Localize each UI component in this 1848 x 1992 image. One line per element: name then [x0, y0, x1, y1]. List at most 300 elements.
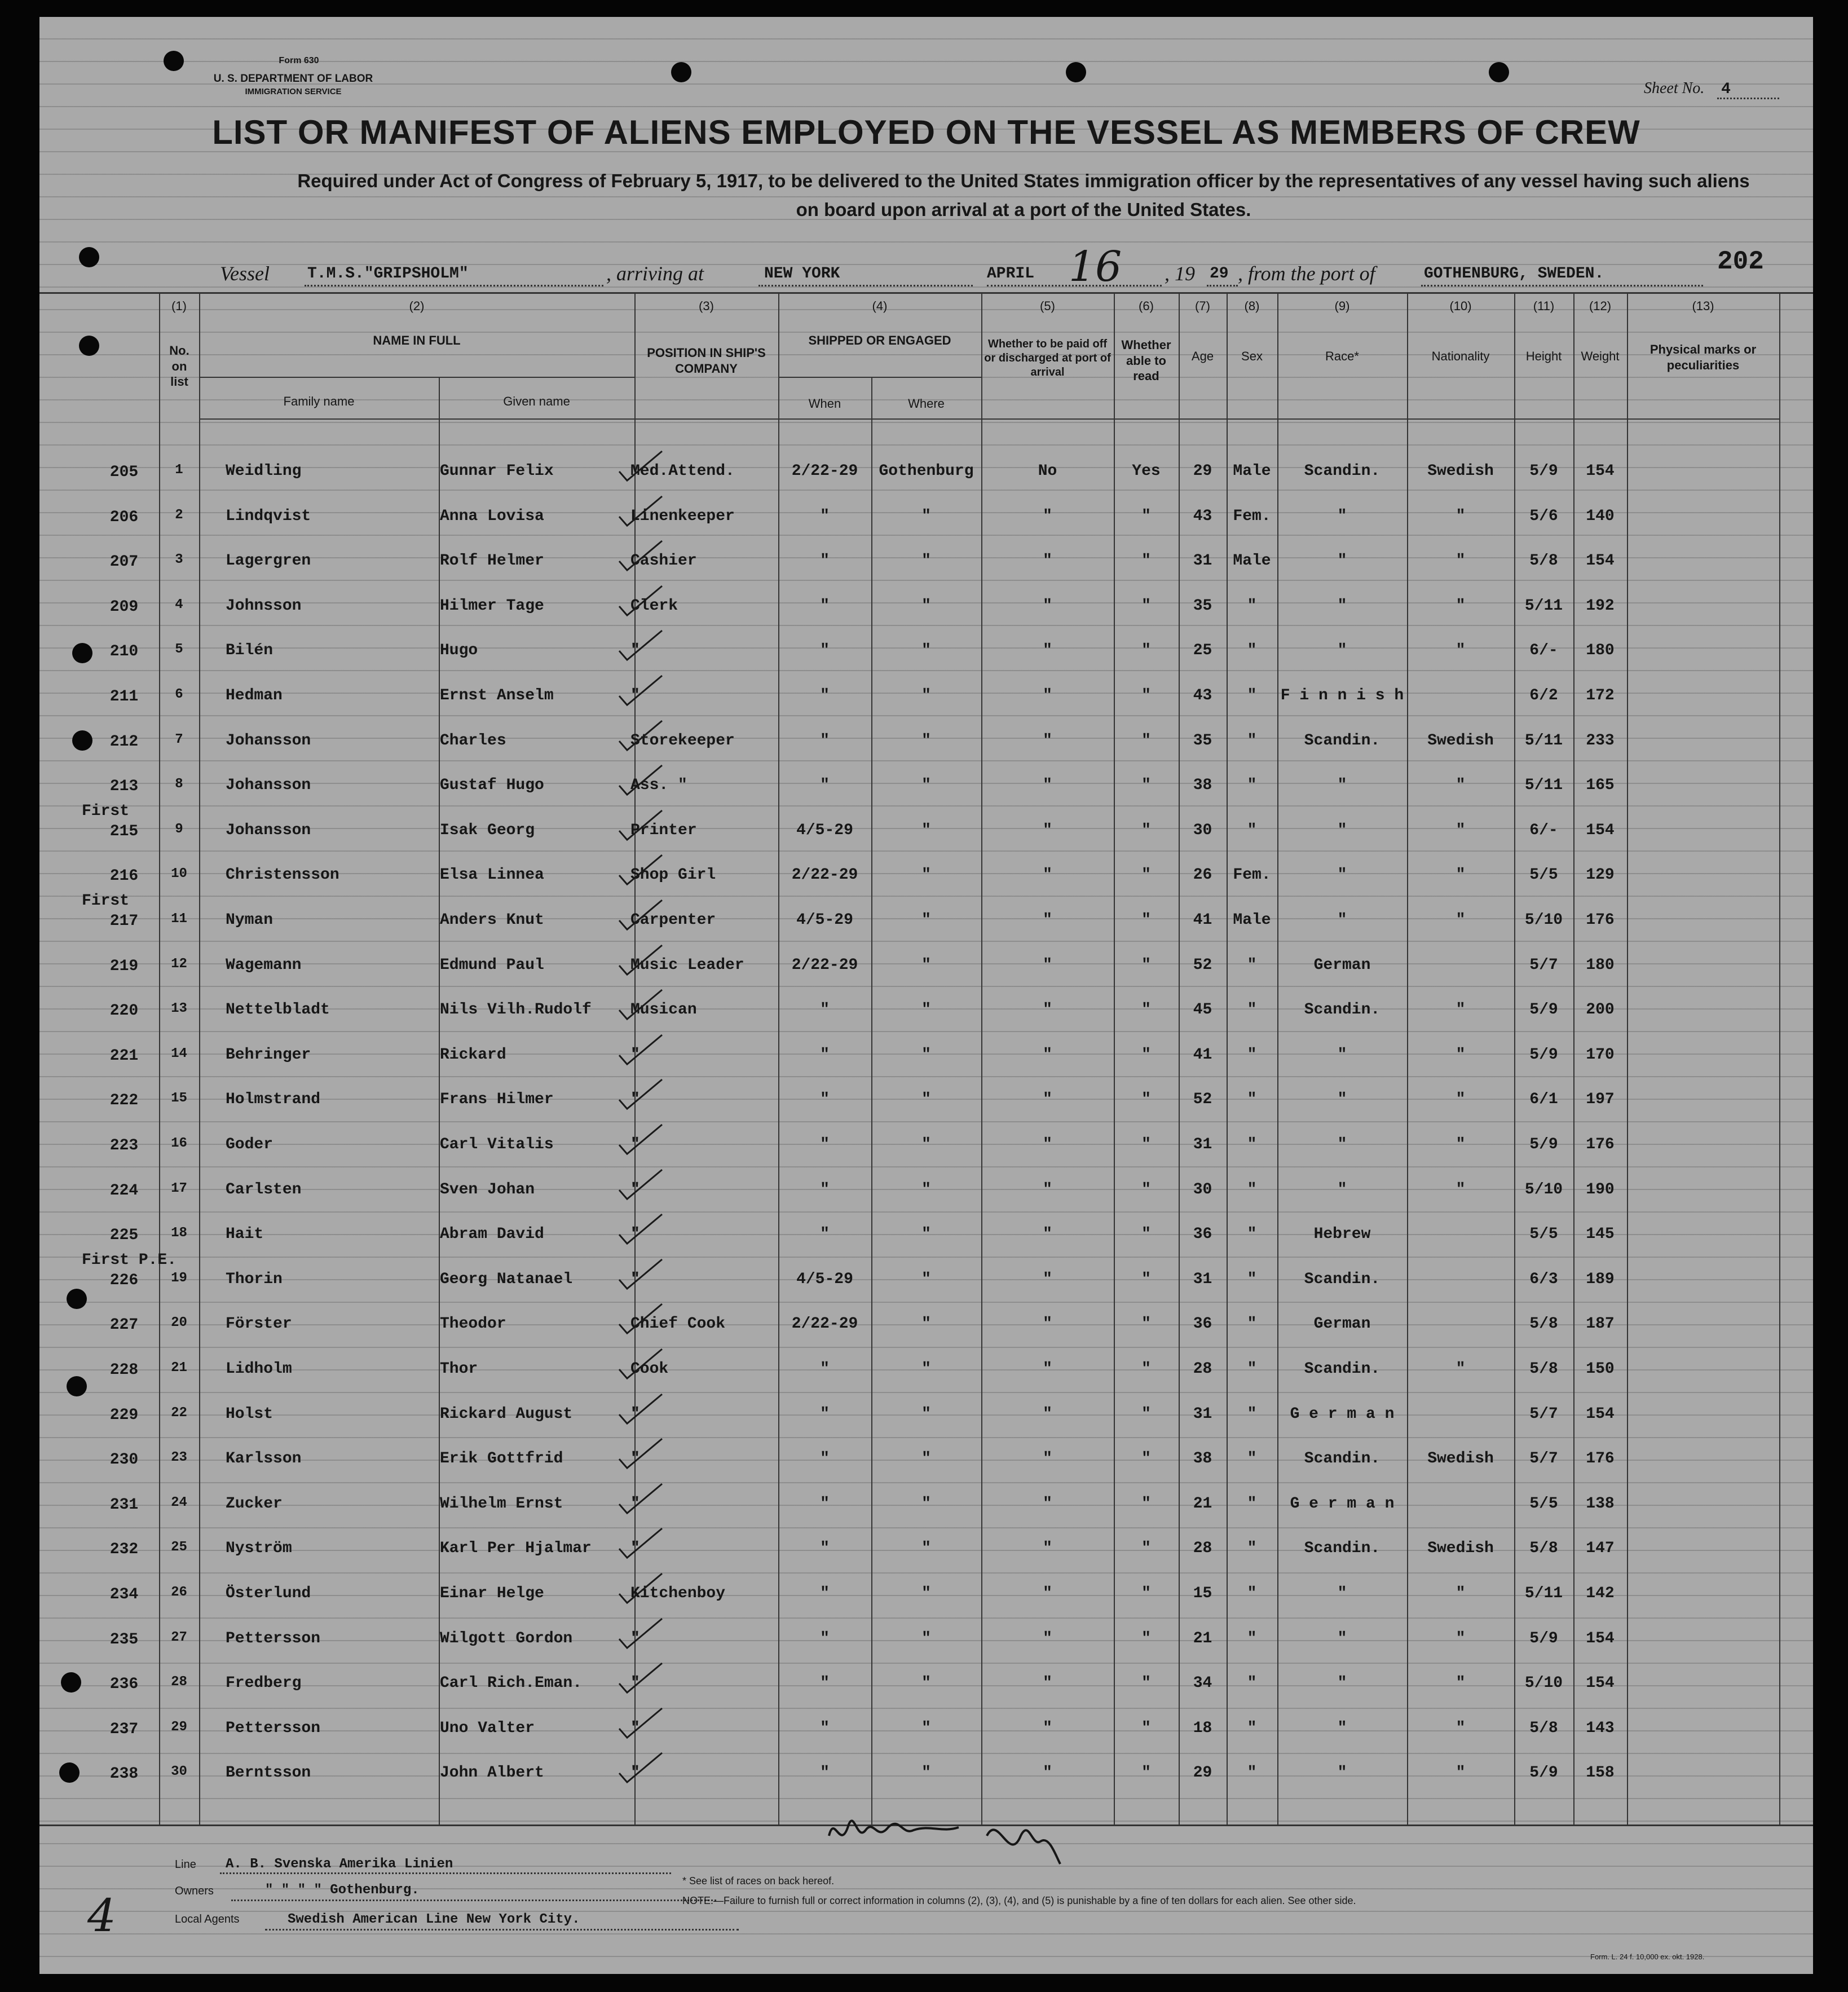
service-name: IMMIGRATION SERVICE: [245, 87, 342, 96]
cell-paid: ": [1043, 1405, 1052, 1423]
cell-age: 29: [1193, 462, 1212, 480]
cell-given: Carl Rich.Eman.: [440, 1674, 583, 1692]
agents-value: Swedish American Line New York City.: [288, 1912, 580, 1927]
cell-weight: 150: [1586, 1360, 1615, 1378]
cell-sex: ": [1247, 1405, 1257, 1423]
row-margin-number: 238: [109, 1765, 139, 1783]
cell-sex: ": [1247, 822, 1257, 839]
cell-nat: Swedish: [1427, 462, 1494, 480]
cell-given: Ernst Anselm: [440, 687, 554, 704]
cell-given: Einar Helge: [440, 1585, 544, 1602]
cell-weight: 172: [1586, 687, 1615, 704]
sheet-label: Sheet No.: [1644, 80, 1705, 97]
cell-when: ": [820, 687, 830, 704]
cell-nat: ": [1456, 822, 1466, 839]
cell-age: 30: [1193, 1181, 1212, 1198]
cell-when: ": [820, 1450, 830, 1467]
cell-race: ": [1337, 777, 1347, 794]
cell-given: Carl Vitalis: [440, 1136, 554, 1153]
arrival-day: 16: [1069, 243, 1122, 291]
cell-sex: ": [1247, 1495, 1257, 1513]
vessel-name: T.M.S."GRIPSHOLM": [307, 265, 469, 283]
cell-age: 29: [1193, 1764, 1212, 1782]
cell-height: 5/10: [1524, 1674, 1563, 1692]
cell-height: 5/10: [1524, 1181, 1563, 1198]
row-margin-number: 216: [109, 867, 139, 885]
cell-family: Christensson: [226, 866, 339, 884]
cell-sex: ": [1247, 732, 1257, 750]
cell-sex: Male: [1233, 911, 1271, 929]
cell-sex: ": [1247, 1136, 1257, 1153]
row-margin-number: 222: [109, 1092, 139, 1109]
cell-read: Yes: [1132, 462, 1161, 480]
cell-height: 5/9: [1529, 1764, 1558, 1782]
cell-where: Gothenburg: [879, 462, 974, 480]
cell-position: ": [630, 642, 640, 659]
checkmark-icon: [615, 671, 665, 711]
cell-given: Edmund Paul: [440, 957, 544, 974]
cell-family: Goder: [226, 1136, 274, 1153]
cell-nat: ": [1456, 777, 1466, 794]
cell-where: ": [921, 866, 931, 884]
cell-race: Scandin.: [1304, 1450, 1381, 1467]
cell-height: 5/6: [1529, 508, 1558, 525]
cell-when: ": [820, 1585, 830, 1602]
cell-family: Lindqvist: [226, 508, 311, 525]
cell-read: ": [1141, 1181, 1151, 1198]
cell-paid: No: [1038, 462, 1057, 480]
col-head-shipped: SHIPPED OR ENGAGED: [808, 333, 951, 347]
checkmark-icon: [615, 1075, 665, 1114]
checkmark-stroke: [619, 945, 662, 975]
cell-nat: Swedish: [1427, 1450, 1494, 1467]
cell-height: 5/11: [1524, 1585, 1563, 1602]
cell-paid: ": [1043, 1091, 1052, 1108]
cell-age: 52: [1193, 1091, 1212, 1108]
checkmark-icon: [615, 1479, 665, 1519]
row-margin-number: 220: [109, 1002, 139, 1020]
cell-age: 43: [1193, 687, 1212, 704]
row-margin-number: 221: [109, 1047, 139, 1065]
cell-read: ": [1141, 1271, 1151, 1288]
cell-weight: 165: [1586, 777, 1615, 794]
cell-where: ": [921, 1360, 931, 1378]
checkmark-icon: [615, 941, 665, 980]
cell-race: ": [1337, 642, 1347, 659]
cell-family: Bilén: [226, 642, 274, 659]
cell-family: Nyman: [226, 911, 274, 929]
cell-where: ": [921, 732, 931, 750]
checkmark-icon: [615, 806, 665, 845]
cell-paid: ": [1043, 732, 1052, 750]
cell-family: Johansson: [226, 777, 311, 794]
cell-sex: ": [1247, 1450, 1257, 1467]
cell-sex: ": [1247, 1360, 1257, 1378]
cell-when: ": [820, 552, 830, 570]
cell-given: Rolf Helmer: [440, 552, 544, 570]
manifest-sheet: [39, 17, 1813, 1974]
cell-weight: 190: [1586, 1181, 1615, 1198]
cell-no: 6: [175, 687, 183, 702]
cell-weight: 154: [1586, 462, 1615, 480]
cell-no: 30: [171, 1764, 187, 1779]
cell-race: ": [1337, 1091, 1347, 1108]
col-head-nationality: Nationality: [1431, 349, 1490, 363]
cell-when: ": [820, 1001, 830, 1019]
cell-weight: 176: [1586, 1136, 1615, 1153]
cell-given: Uno Valter: [440, 1720, 535, 1737]
checkmark-icon: [615, 1165, 665, 1205]
cell-position: Clerk: [630, 597, 678, 615]
row-margin-number: 225: [109, 1227, 139, 1244]
cell-when: ": [820, 1495, 830, 1513]
cell-sex: ": [1247, 1764, 1257, 1782]
cell-read: ": [1141, 1360, 1151, 1378]
punch-hole-icon: [67, 1289, 87, 1309]
owners-value: " " " " Gothenburg.: [265, 1883, 420, 1898]
cell-race: ": [1337, 1181, 1347, 1198]
cell-race: ": [1337, 597, 1347, 615]
cell-given: Nils Vilh.Rudolf: [440, 1001, 592, 1019]
cell-paid: ": [1043, 1046, 1052, 1064]
cell-when: 2/22-29: [791, 866, 858, 884]
cell-where: ": [921, 1136, 931, 1153]
checkmark-stroke: [619, 721, 662, 750]
cell-given: Thor: [440, 1360, 478, 1378]
cell-where: ": [921, 1001, 931, 1019]
cell-position: ": [630, 1271, 640, 1288]
cell-nat: ": [1456, 1046, 1466, 1064]
cell-paid: ": [1043, 508, 1052, 525]
cell-family: Nettelbladt: [226, 1001, 330, 1019]
cell-age: 31: [1193, 1405, 1212, 1423]
cell-given: Hugo: [440, 642, 478, 659]
cell-position: ": [630, 1630, 640, 1647]
cell-when: 2/22-29: [791, 1315, 858, 1333]
from-port: GOTHENBURG, SWEDEN.: [1424, 265, 1604, 283]
cell-height: 5/8: [1529, 552, 1558, 570]
cell-sex: Fem.: [1233, 508, 1271, 525]
cell-position: Cashier: [630, 552, 697, 570]
cell-given: Charles: [440, 732, 506, 750]
cell-read: ": [1141, 1001, 1151, 1019]
cell-race: Scandin.: [1304, 732, 1381, 750]
checkmark-stroke: [619, 1214, 662, 1244]
cell-read: ": [1141, 777, 1151, 794]
cell-sex: ": [1247, 642, 1257, 659]
cell-height: 5/11: [1524, 732, 1563, 750]
checkmark-stroke: [619, 1574, 662, 1603]
row-margin-note: First P.E.: [82, 1251, 177, 1269]
cell-no: 17: [171, 1181, 187, 1196]
cell-when: ": [820, 1630, 830, 1647]
cell-when: 4/5-29: [796, 1271, 853, 1288]
signature-mark: [818, 1802, 1134, 1875]
cell-when: ": [820, 508, 830, 525]
cell-when: 4/5-29: [796, 911, 853, 929]
sheet-value: 4: [1721, 81, 1731, 98]
subheader-rule: [778, 377, 981, 378]
cell-read: ": [1141, 1720, 1151, 1737]
cell-position: ": [630, 1091, 640, 1108]
cell-given: Anders Knut: [440, 911, 544, 929]
cell-weight: 233: [1586, 732, 1615, 750]
cell-no: 28: [171, 1674, 187, 1690]
checkmark-icon: [615, 1524, 665, 1563]
punch-hole-icon: [79, 336, 99, 356]
cell-sex: ": [1247, 1630, 1257, 1647]
cell-position: ": [630, 1764, 640, 1782]
cell-family: Pettersson: [226, 1630, 321, 1647]
punch-hole-icon: [72, 730, 92, 751]
cell-family: Weidling: [226, 462, 302, 480]
col-head-name: NAME IN FULL: [373, 333, 461, 347]
col-num: (12): [1589, 299, 1612, 313]
cell-position: Musican: [630, 1001, 697, 1019]
cell-given: Sven Johan: [440, 1181, 535, 1198]
cell-read: ": [1141, 732, 1151, 750]
arrival-port: NEW YORK: [764, 265, 840, 283]
row-margin-number: 205: [109, 464, 139, 481]
cell-paid: ": [1043, 1181, 1052, 1198]
punch-hole-icon: [1066, 62, 1086, 82]
cell-where: ": [921, 777, 931, 794]
cell-race: Hebrew: [1313, 1226, 1371, 1243]
cell-no: 29: [171, 1720, 187, 1735]
cell-height: 5/9: [1529, 462, 1558, 480]
col-num: (6): [1139, 299, 1154, 313]
checkmark-icon: [615, 1704, 665, 1743]
cell-height: 5/5: [1529, 866, 1558, 884]
cell-weight: 176: [1586, 1450, 1615, 1467]
cell-paid: ": [1043, 642, 1052, 659]
cell-paid: ": [1043, 1540, 1052, 1557]
cell-position: ": [630, 687, 640, 704]
vessel-label: Vessel: [220, 262, 270, 285]
checkmark-icon: [615, 1614, 665, 1654]
cell-nat: ": [1456, 1181, 1466, 1198]
cell-read: ": [1141, 822, 1151, 839]
cell-where: ": [921, 911, 931, 929]
cell-weight: 200: [1586, 1001, 1615, 1019]
checkmark-stroke: [619, 586, 662, 615]
cell-paid: ": [1043, 1271, 1052, 1288]
checkmark-icon: [615, 1030, 665, 1070]
cell-sex: ": [1247, 1540, 1257, 1557]
cell-family: Lagergren: [226, 552, 311, 570]
row-margin-number: 212: [109, 733, 139, 751]
checkmark-icon: [615, 581, 665, 621]
cell-position: Linenkeeper: [630, 508, 735, 525]
cell-position: ": [630, 1450, 640, 1467]
cell-weight: 197: [1586, 1091, 1615, 1108]
cell-family: Karlsson: [226, 1450, 302, 1467]
cell-race: ": [1337, 1764, 1347, 1782]
checkmark-stroke: [619, 1753, 662, 1782]
cell-when: ": [820, 732, 830, 750]
cell-position: Printer: [630, 822, 697, 839]
cell-nat: Swedish: [1427, 1540, 1494, 1557]
punch-hole-icon: [1489, 62, 1509, 82]
department-name: U. S. DEPARTMENT OF LABOR: [213, 73, 373, 85]
cell-read: ": [1141, 866, 1151, 884]
cell-no: 10: [171, 866, 187, 882]
cell-given: Elsa Linnea: [440, 866, 544, 884]
cell-given: John Albert: [440, 1764, 544, 1782]
cell-family: Förster: [226, 1315, 292, 1333]
cell-when: ": [820, 1720, 830, 1737]
col-num: (5): [1040, 299, 1055, 313]
row-margin-number: 226: [109, 1272, 139, 1289]
checkmark-stroke: [619, 1619, 662, 1648]
cell-weight: 189: [1586, 1271, 1615, 1288]
row-margin-number: 232: [109, 1541, 139, 1558]
cell-nat: ": [1456, 1764, 1466, 1782]
checkmark-icon: [615, 1434, 665, 1474]
cell-race: ": [1337, 1046, 1347, 1064]
cell-when: 2/22-29: [791, 957, 858, 974]
cell-read: ": [1141, 1585, 1151, 1602]
cell-height: 6/1: [1529, 1091, 1558, 1108]
cell-paid: ": [1043, 1630, 1052, 1647]
cell-read: ": [1141, 1450, 1151, 1467]
date-dotline: [987, 285, 1162, 287]
cell-sex: ": [1247, 1001, 1257, 1019]
cell-weight: 154: [1586, 1630, 1615, 1647]
cell-no: 14: [171, 1046, 187, 1061]
row-margin-number: 210: [109, 643, 139, 660]
row-margin-note: First: [82, 892, 130, 910]
cell-age: 36: [1193, 1226, 1212, 1243]
row-margin-number: 206: [109, 509, 139, 526]
col-num: (4): [872, 299, 888, 313]
cell-no: 20: [171, 1315, 187, 1330]
cell-family: Österlund: [226, 1585, 311, 1602]
cell-sex: ": [1247, 1226, 1257, 1243]
cell-age: 41: [1193, 911, 1212, 929]
owners-dotline: [231, 1900, 716, 1901]
arrival-year: 29: [1210, 265, 1229, 283]
cell-where: ": [921, 1405, 931, 1423]
checkmark-icon: [615, 896, 665, 935]
cell-when: ": [820, 1046, 830, 1064]
checkmark-icon: [615, 761, 665, 800]
row-margin-number: 211: [109, 688, 139, 706]
col-head-weight: Weight: [1581, 349, 1620, 363]
header-bottom-rule: [199, 418, 1779, 420]
cell-given: Wilhelm Ernst: [440, 1495, 563, 1513]
cell-age: 31: [1193, 552, 1212, 570]
row-margin-note: First: [82, 803, 130, 820]
col-num: (13): [1692, 299, 1714, 313]
cell-no: 23: [171, 1450, 187, 1465]
cell-family: Wagemann: [226, 957, 302, 974]
cell-family: Zucker: [226, 1495, 283, 1513]
cell-when: 2/22-29: [791, 462, 858, 480]
checkmark-icon: [615, 1120, 665, 1160]
cell-race: ": [1337, 508, 1347, 525]
cell-race: ": [1337, 552, 1347, 570]
checkmark-stroke: [619, 541, 662, 570]
checkmark-icon: [615, 1748, 665, 1788]
col-rule: [1627, 293, 1628, 1824]
cell-sex: ": [1247, 1046, 1257, 1064]
cell-race: Scandin.: [1304, 1001, 1381, 1019]
cell-height: 5/8: [1529, 1360, 1558, 1378]
from-dotline: [1421, 285, 1703, 287]
checkmark-icon: [615, 850, 665, 890]
cell-given: Gustaf Hugo: [440, 777, 544, 794]
cell-position: Music Leader: [630, 957, 744, 974]
cell-family: Fredberg: [226, 1674, 302, 1692]
cell-no: 22: [171, 1405, 187, 1421]
row-margin-number: 207: [109, 553, 139, 571]
cell-given: Theodor: [440, 1315, 506, 1333]
checkmark-stroke: [619, 1125, 662, 1154]
cell-read: ": [1141, 1046, 1151, 1064]
cell-sex: ": [1247, 597, 1257, 615]
cell-when: ": [820, 1540, 830, 1557]
cell-age: 28: [1193, 1540, 1212, 1557]
cell-race: ": [1337, 911, 1347, 929]
arrival-month: APRIL: [987, 265, 1035, 283]
cell-position: Storekeeper: [630, 732, 735, 750]
cell-sex: ": [1247, 1091, 1257, 1108]
checkmark-stroke: [619, 1349, 662, 1378]
cell-sex: ": [1247, 957, 1257, 974]
cell-family: Johansson: [226, 822, 311, 839]
cell-when: ": [820, 1181, 830, 1198]
sheet-dotline: [1717, 98, 1779, 99]
row-margin-number: 217: [109, 913, 139, 930]
row-margin-number: 236: [109, 1676, 139, 1693]
checkmark-stroke: [619, 1259, 662, 1289]
cell-sex: ": [1247, 1720, 1257, 1737]
agents-label: Local Agents: [175, 1913, 240, 1925]
cell-race: ": [1337, 1136, 1347, 1153]
row-margin-number: 213: [109, 778, 139, 795]
cell-paid: ": [1043, 1360, 1052, 1378]
cell-position: ": [630, 1046, 640, 1064]
row-margin-number: 219: [109, 958, 139, 975]
cell-read: ": [1141, 597, 1151, 615]
cell-no: 18: [171, 1226, 187, 1241]
cell-no: 26: [171, 1585, 187, 1600]
cell-read: ": [1141, 1630, 1151, 1647]
cell-no: 16: [171, 1136, 187, 1151]
cell-race: ": [1337, 1674, 1347, 1692]
row-margin-number: 230: [109, 1451, 139, 1469]
cell-nat: ": [1456, 1136, 1466, 1153]
checkmark-stroke: [619, 900, 662, 929]
cell-where: ": [921, 1271, 931, 1288]
from-label: , from the port of: [1238, 262, 1375, 285]
cell-sex: ": [1247, 1271, 1257, 1288]
cell-sex: ": [1247, 1585, 1257, 1602]
page-subtitle: [209, 166, 1838, 224]
cell-where: ": [921, 1585, 931, 1602]
cell-sex: Male: [1233, 552, 1271, 570]
cell-race: German: [1313, 957, 1371, 974]
col-head-physical: Physical marks or peculiarities: [1649, 342, 1757, 372]
cell-age: 34: [1193, 1674, 1212, 1692]
cell-given: Gunnar Felix: [440, 462, 554, 480]
punch-hole-icon: [59, 1762, 80, 1783]
col-head-paid-off: Whether to be paid off or discharged at port of arrival: [984, 338, 1111, 378]
cell-weight: 187: [1586, 1315, 1615, 1333]
cell-read: ": [1141, 552, 1151, 570]
cell-height: 5/9: [1529, 1001, 1558, 1019]
